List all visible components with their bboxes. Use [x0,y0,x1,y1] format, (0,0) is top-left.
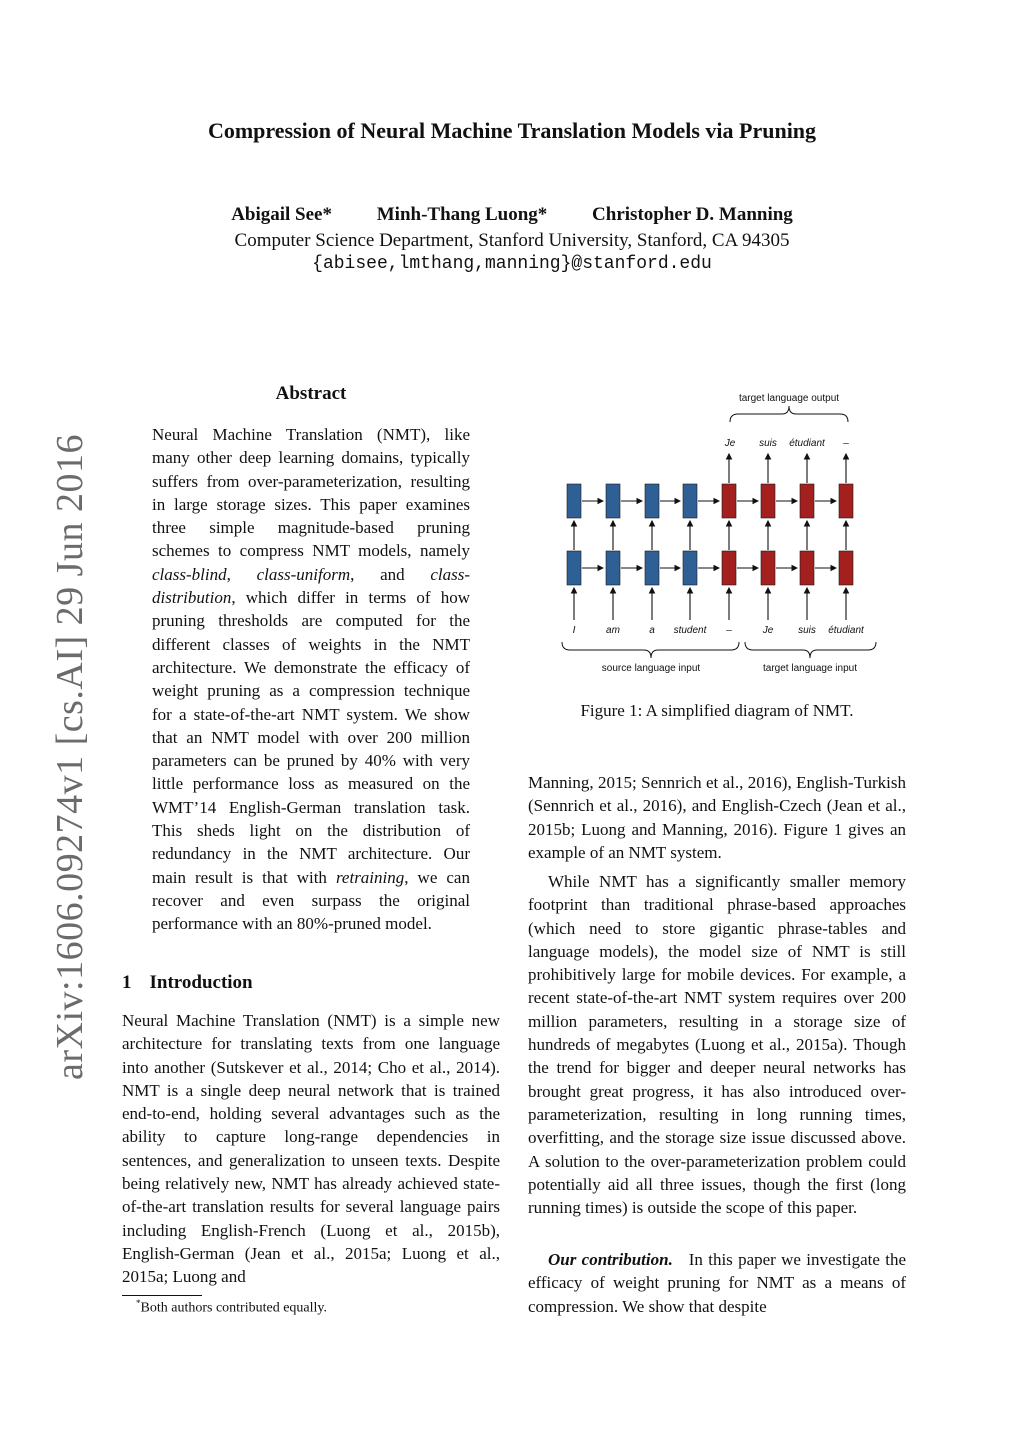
term-class-blind: class-blind [152,564,227,584]
diagram-network [567,454,853,620]
section-number: 1 [122,972,132,993]
target-output-label: target language output [738,393,840,404]
footnote-text: Both authors contributed equally. [140,1300,327,1316]
source-word-3: a [649,625,655,636]
encoder-cell-lower-1 [567,551,581,585]
decoder-cell-lower-7 [800,551,814,585]
section-title: Introduction [149,972,253,993]
target-output-brace [730,406,848,422]
encoder-cell-upper-4 [683,484,697,518]
decoder-cell-lower-5 [722,551,736,585]
encoder-cell-lower-3 [645,551,659,585]
intro-paragraph-1-continued: Manning, 2015; Sennrich et al., 2016), English-Turkish (Sennrich et al., 2016), and English-Czech (Jean et al., 2015b; Luong and Manning, 2016). Figure 1 gives an example of an NMT system. [528,773,906,862]
source-word-2: am [606,625,620,636]
target-input-word-2: suis [798,625,816,636]
source-word-1: I [572,625,576,636]
encoder-cell-upper-2 [606,484,620,518]
section-heading-introduction [122,972,253,994]
encoder-cell-upper-1 [567,484,581,518]
term-retraining: retraining [335,867,405,887]
term-class-distribution: class-distribution [152,564,471,608]
author-1: Abigail See* [231,204,332,225]
decoder-cell-upper-5 [722,484,736,518]
target-input-word-1: Je [762,625,774,636]
decoder-cell-lower-8 [839,551,853,585]
footnote [136,1298,327,1317]
intro-paragraph-3 [528,1248,906,1318]
decoder-cell-upper-8 [839,484,853,518]
author-emails: {abisee,lmthang,manning}@stanford.edu [312,254,712,274]
source-word-5: – [726,625,732,636]
output-word-2: suis [759,438,777,449]
paper-title: Compression of Neural Machine Translation Models via Pruning [207,118,817,143]
footnote-rule [122,1295,202,1296]
output-word-1: Je [724,438,736,449]
source-word-4: student [673,625,707,636]
source-input-brace [562,642,739,658]
term-class-uniform: class-uniform [256,564,351,584]
target-input-word-3: étudiant [828,625,864,636]
source-input-label: source language input [601,663,701,674]
intro-paragraph-2: While NMT has a significantly smaller memory footprint than traditional phrase-based approaches (which need to store gigantic phrase-tables and language models), the model size of NMT is still prohibitively large for mobile devices. For example, a recent state-of-the-art NMT system requires over 200 million parameters, resulting in a storage size of hundreds of megabytes (Luong et al., 2015a). Though the trend for bigger and deeper neural networks has brought great progress, it has also introduced over-parameterization, resulting in long running times, overfitting, and the storage size issue discussed above. A solution to the over-parameterization problem could potentially aid all three issues, though the first (long running times) is outside the scope of this paper. [528,872,906,1218]
encoder-cell-upper-3 [645,484,659,518]
encoder-cell-lower-4 [683,551,697,585]
author-list [0,204,1024,226]
decoder-cell-upper-6 [761,484,775,518]
output-word-4: – [843,438,849,449]
abstract-heading: Abstract [275,383,347,404]
footnote-mark: * [136,1298,141,1308]
abstract-body: Neural Machine Translation (NMT), like many other deep learning domains, typically suffers from over-parameterization, resulting in large storage sizes. This paper examines three simple magnitude-based pruning schemes to compress NMT models, namely class-blind, class-uniform, and class-distribution, which differ in terms of how pruning thresholds are computed for the different classes of weights in the NMT architecture. We demonstrate the efficacy of weight pruning as a compression technique for a state-of-the-art NMT system. We show that an NMT model with over 200 million parameters can be pruned by 40% with very little performance loss as measured on the WMT’14 English-German translation task. This sheds light on the distribution of redundancy in the NMT architecture. Our main result is that with retraining, we can recover and even surpass the original performance with an 80%-pruned model. [152,425,471,934]
nmt-diagram [548,388,888,678]
affiliation: Computer Science Department, Stanford University, Stanford, CA 94305 [234,230,790,251]
contribution-text: In this paper we investigate the efficacy of weight pruning for NMT as a means of compression. We show that despite [528,1250,906,1316]
arxiv-stamp: arXiv:1606.09274v1 [cs.AI] 29 Jun 2016 [49,434,91,1080]
decoder-cell-lower-6 [761,551,775,585]
figure-caption: Figure 1: A simplified diagram of NMT. [580,701,854,720]
intro-paragraph-1: Neural Machine Translation (NMT) is a simple new architecture for translating texts from one language into another (Sutskever et al., 2014; Cho et al., 2014). NMT is a single deep neural network that is trained end-to-end, holding several advantages such as the ability to capture long-range dependencies in sentences, and generalization to unseen texts. Despite being relatively new, NMT has already achieved state-of-the-art translation results for several language pairs including English-French (Luong et al., 2015b), English-German (Jean et al., 2015a; Luong et al., 2015a; Luong and [122,1011,500,1287]
target-input-label: target language input [763,663,857,674]
target-input-brace [745,642,876,658]
decoder-cell-upper-7 [800,484,814,518]
author-2: Minh-Thang Luong* [376,204,548,225]
contribution-lead: Our contribution. [548,1250,673,1269]
author-3: Christopher D. Manning [592,204,793,225]
output-word-3: étudiant [789,438,825,449]
encoder-cell-lower-2 [606,551,620,585]
